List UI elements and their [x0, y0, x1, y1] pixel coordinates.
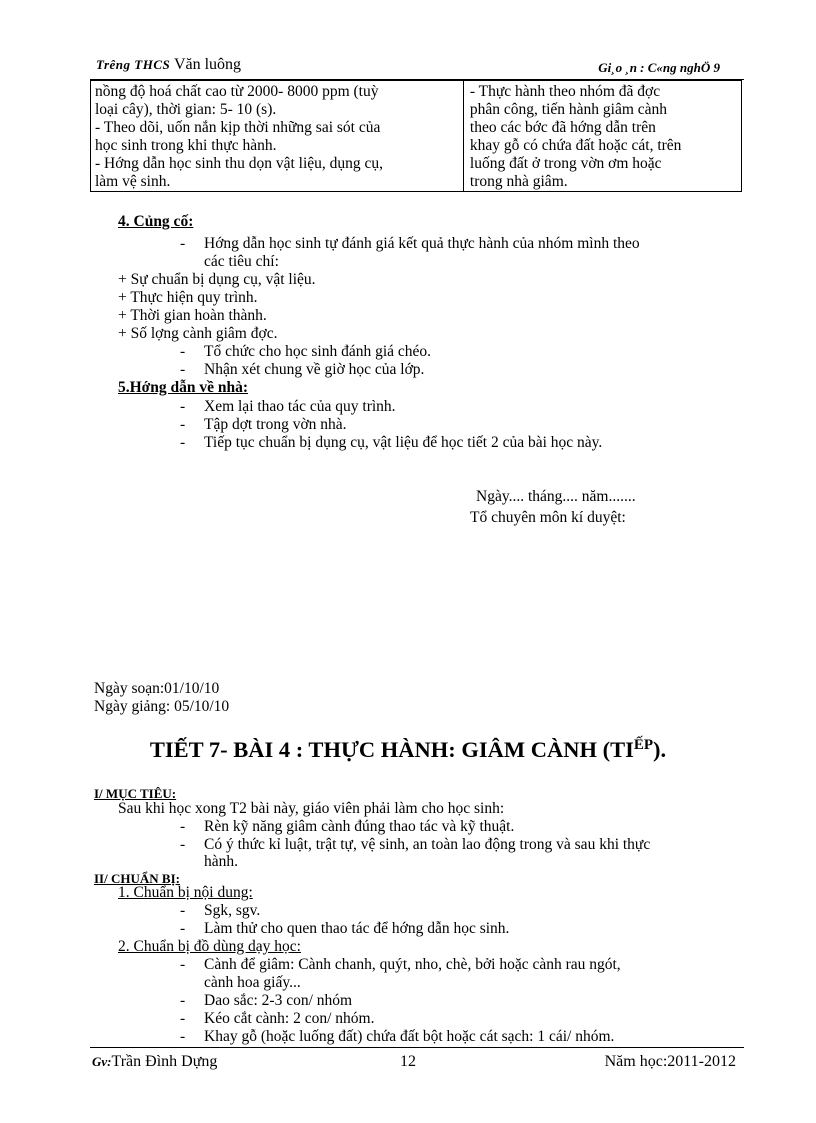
activity-table: [90, 80, 742, 192]
page-header-subject: Gi¸o ¸n : C«ng nghÖ 9: [598, 60, 720, 75]
page-header-school: [96, 56, 241, 74]
signature-approval: Tổ chuyên môn kí duyệt:: [470, 509, 626, 526]
footer-teacher: Gv:Trần Đình Dựng: [92, 1053, 218, 1070]
table-line: trong nhà giâm.: [469, 173, 568, 190]
footer-school-year: Năm học:2011-2012: [604, 1053, 736, 1070]
list-item-continuation: các tiêu chí:: [204, 253, 279, 270]
criteria-item: + Thực hiện quy trình.: [118, 289, 258, 306]
table-line: nồng độ hoá chất cao từ 2000- 8000 ppm (tuỳ: [95, 83, 379, 100]
objectives-heading: I/ MỤC TIÊU:: [94, 786, 177, 801]
table-line: phân công, tiến hành giâm cành: [469, 101, 668, 118]
school-name: Văn luông: [173, 56, 242, 73]
prep-tools-heading: 2. Chuẩn bị đồ dùng dạy học:: [118, 938, 301, 955]
student-activity-cell: [463, 81, 741, 192]
teacher-activity-cell: [91, 81, 464, 192]
criteria-item: + Số lợng cành giâm đợc.: [118, 325, 278, 342]
list-item-continuation: cành hoa giấy...: [204, 974, 301, 991]
section-4-heading: 4. Củng cố:: [118, 213, 194, 230]
date-taught: Ngày giảng: 05/10/10: [94, 698, 230, 715]
objectives-intro: Sau khi học xong T2 bài này, giáo viên phải làm cho học sinh:: [118, 800, 505, 817]
table-line: - Thực hành theo nhóm đã đợc: [469, 83, 661, 100]
school-prefix: Trêng THCS: [96, 57, 171, 72]
lesson-title: TIẾT 7- BÀI 4 : THỰC HÀNH: GIÂM CÀNH $(TI^{ẾP})$.: [149, 737, 667, 762]
preparation-heading: II/ CHUẨN BỊ:: [94, 871, 180, 886]
page-number: 12: [400, 1053, 416, 1070]
table-line: theo các bớc đã hớng dẫn trên: [469, 119, 656, 136]
table-line: học sinh trong khi thực hành.: [95, 137, 277, 154]
date-prepared: Ngày soạn:01/10/10: [94, 680, 220, 697]
section-5-heading: 5.Hớng dẫn về nhà:: [118, 379, 249, 396]
table-line: làm vệ sinh.: [95, 173, 171, 190]
table-line: - Theo dõi, uốn nắn kịp thời những sai sót của: [95, 119, 381, 136]
criteria-item: + Thời gian hoàn thành.: [118, 307, 267, 324]
footer-rule: [90, 1047, 744, 1048]
table-line: luống đất ở trong vờn ơm hoặc: [469, 155, 662, 172]
list-item-continuation: hành.: [204, 853, 239, 870]
table-line: loại cây), thời gian: 5- 10 (s).: [95, 101, 277, 118]
table-line: khay gỗ có chứa đất hoặc cát, trên: [469, 137, 682, 154]
table-line: - Hớng dẫn học sinh thu dọn vật liệu, dụng cụ,: [95, 155, 384, 172]
criteria-item: + Sự chuẩn bị dụng cụ, vật liệu.: [118, 271, 316, 288]
prep-content-heading: 1. Chuẩn bị nội dung:: [118, 884, 253, 901]
signature-date: Ngày.... tháng.... năm.......: [476, 488, 636, 505]
